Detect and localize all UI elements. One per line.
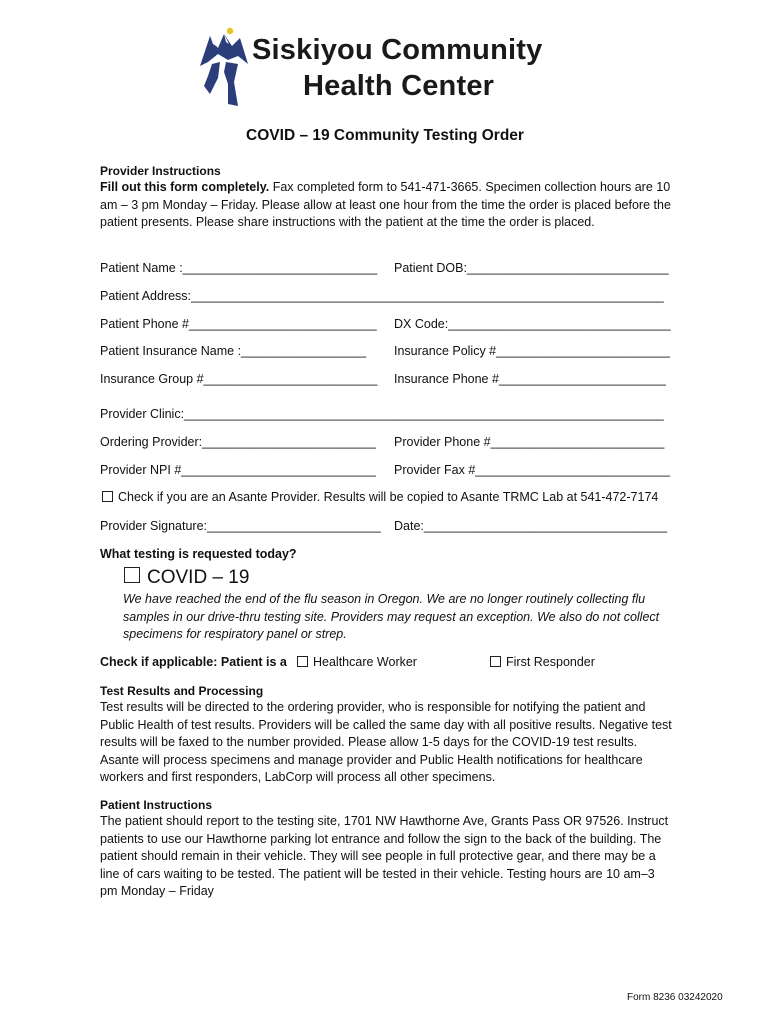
provider-phone-field[interactable]: Provider Phone #_________________________ [394, 435, 665, 449]
healthcare-worker-label: Healthcare Worker [313, 655, 417, 669]
provider-clinic-field[interactable]: Provider Clinic:_____________________________________________________________________ [100, 407, 664, 421]
first-responder-row [490, 654, 595, 672]
provider-signature-field[interactable]: Provider Signature:_________________________ [100, 519, 381, 533]
asante-provider-row [102, 489, 658, 507]
insurance-policy-field[interactable]: Insurance Policy #_________________________ [394, 344, 670, 358]
form-number: Form 8236 03242020 [627, 992, 723, 1003]
patient-insurance-name-field[interactable]: Patient Insurance Name :__________________ [100, 344, 367, 358]
patient-name-field[interactable]: Patient Name :____________________________ [100, 261, 378, 275]
org-name-line1: Siskiyou Community [252, 34, 543, 66]
first-responder-label: First Responder [506, 655, 595, 669]
provider-fax-field[interactable]: Provider Fax #____________________________ [394, 463, 670, 477]
form-title: COVID – 19 Community Testing Order [246, 127, 524, 144]
provider-npi-field[interactable]: Provider NPI #____________________________ [100, 463, 376, 477]
provider-instructions-text [100, 179, 675, 232]
applicable-label: Check if applicable: Patient is a [100, 655, 287, 669]
asante-provider-label: Check if you are an Asante Provider. Results will be copied to Asante TRMC Lab at 541-472-7174 [118, 490, 659, 504]
mountain-figure-logo-icon [198, 26, 248, 108]
patient-phone-field[interactable]: Patient Phone #___________________________ [100, 317, 377, 331]
covid-checkbox[interactable] [124, 567, 140, 583]
results-body: Test results will be directed to the ordering provider, who is responsible for notifying the patient and Public Health of test results. Providers will be called the same day with all positive results. Negative test results will be faxed to the number provided. Please allow 1-5 days for the COVID-19 test results. Asante will process specimens and manage provider and Public Health notifications for healthcare workers and first responders, LabCorp will process all other specimens. [100, 700, 672, 784]
provider-instructions-lead: Fill out this form completely. [100, 180, 270, 194]
healthcare-worker-checkbox[interactable] [297, 656, 308, 667]
ordering-provider-field[interactable]: Ordering Provider:_________________________ [100, 435, 376, 449]
healthcare-worker-row [297, 654, 417, 672]
first-responder-checkbox[interactable] [490, 656, 501, 667]
flu-season-note: We have reached the end of the flu season in Oregon. We are no longer routinely collecting flu samples in our drive-thru testing site. Providers may request an exception. We also do not collect specimens for respiratory panel or strep. [123, 592, 660, 641]
patient-instructions-heading: Patient Instructions [100, 798, 213, 812]
insurance-group-field[interactable]: Insurance Group #_________________________ [100, 372, 378, 386]
results-heading: Test Results and Processing [100, 684, 264, 698]
testing-question: What testing is requested today? [100, 547, 297, 561]
patient-address-field[interactable]: Patient Address:____________________________________________________________________ [100, 289, 664, 303]
date-field[interactable]: Date:___________________________________ [394, 519, 668, 533]
org-name-line2: Health Center [303, 70, 495, 102]
dx-code-field[interactable]: DX Code:________________________________ [394, 317, 671, 331]
covid-option-row [124, 567, 249, 589]
covid-option-label: COVID – 19 [147, 567, 250, 588]
insurance-phone-field[interactable]: Insurance Phone #________________________ [394, 372, 666, 386]
patient-dob-field[interactable]: Patient DOB:_____________________________ [394, 261, 669, 275]
asante-provider-checkbox[interactable] [102, 491, 113, 502]
provider-instructions-heading: Provider Instructions [100, 164, 221, 178]
patient-instructions-body: The patient should report to the testing site, 1701 NW Hawthorne Ave, Grants Pass OR 97526. Instruct patients to use our Hawthorne parking lot entrance and follow the sign to the back of the building. The patient should remain in their vehicle. They will see people in full protective gear, and there may be a line of cars waiting to be tested. The patient will be tested in their vehicle. Testing hours are 10 am–3 pm Monday – Friday [100, 814, 669, 898]
provider-instructions-rest: Fax completed form to 541-471-3665. Specimen collection hours are 10 am – 3 pm Monday – Friday. Please allow at least one hour from the time the order is placed before the patient presents. Please share instructions with the patient at the time the order is placed. [100, 180, 671, 229]
